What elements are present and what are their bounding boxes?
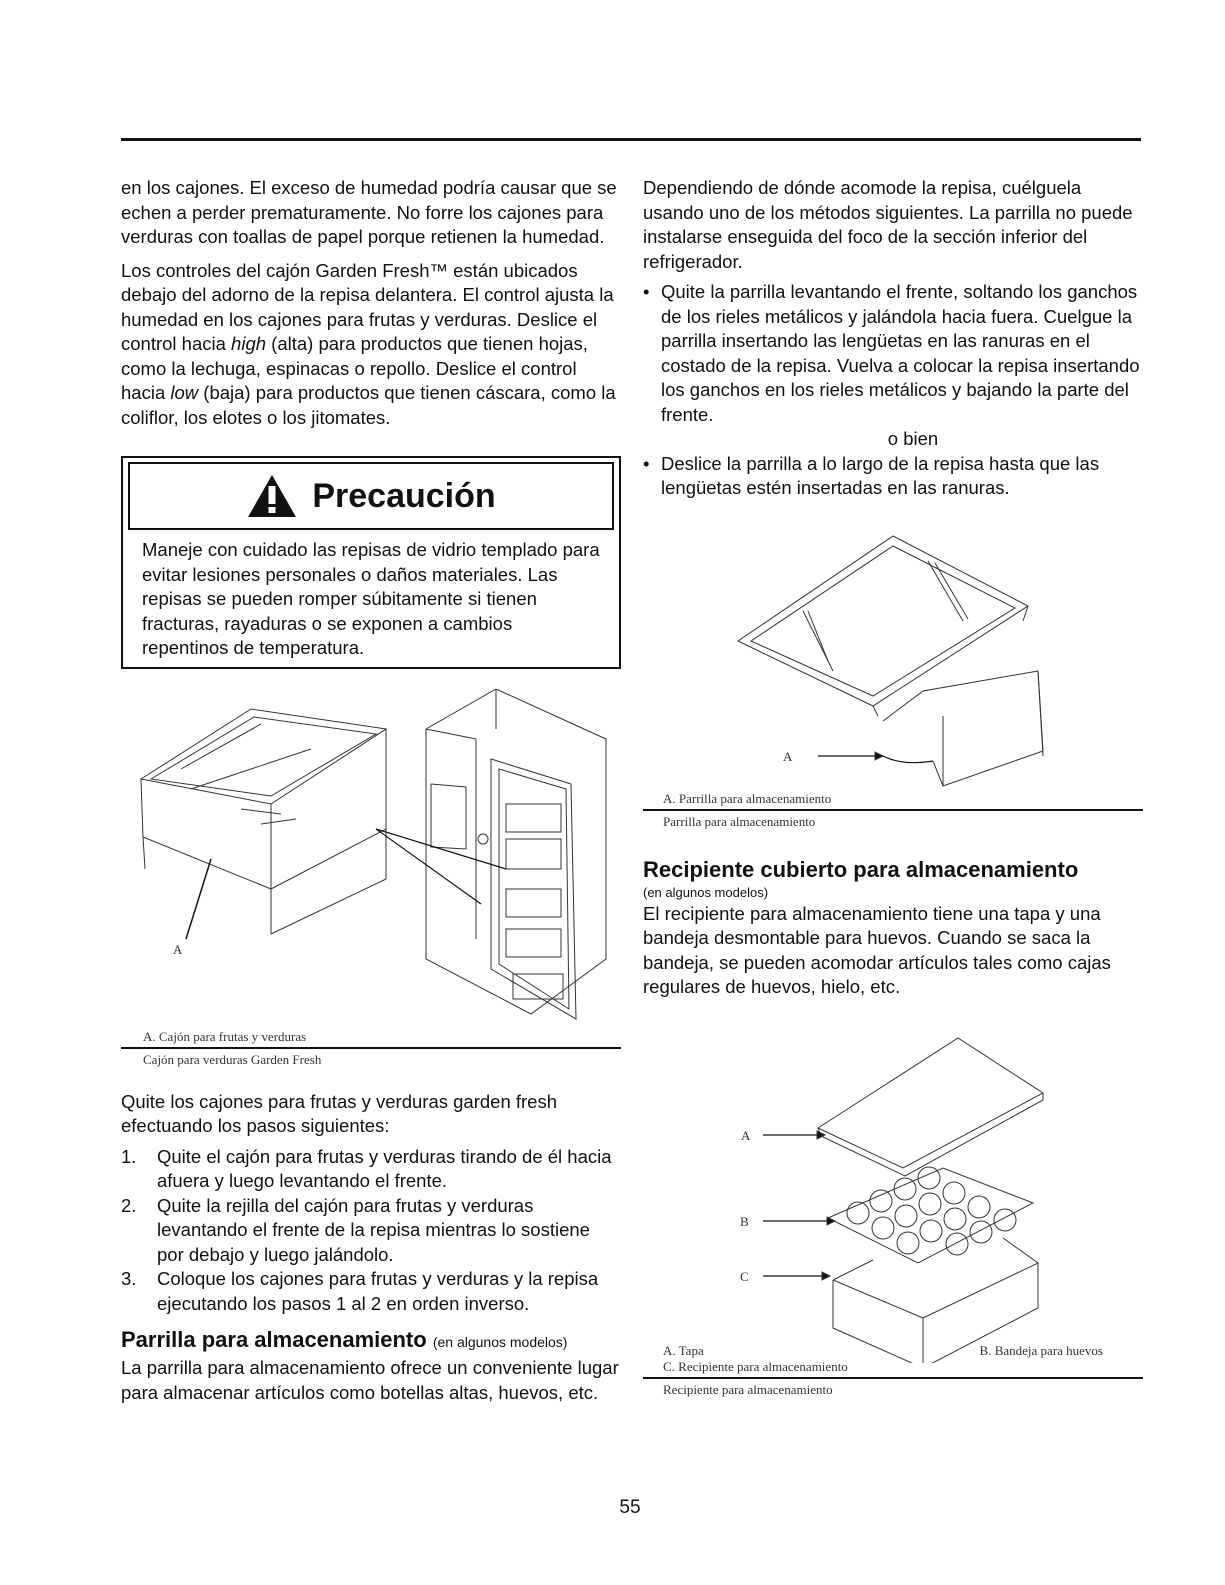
section-body-recipiente: El recipiente para almacenamiento tiene una tapa y una bandeja desmontable para huevos. Cuando se saca la bandeja, se pueden acomodar artículos tales como cajas regulares de huevos, hielo, etc. (643, 902, 1111, 997)
method-list (643, 280, 1143, 427)
bin-caption-b: B. Bandeja para huevos (979, 1342, 1103, 1358)
method-item: • Deslice la parrilla a lo largo de la repisa hasta que las lengüetas estén insertadas en las ranuras. (643, 452, 1100, 498)
removal-steps (121, 1145, 621, 1317)
right-column (643, 176, 1143, 1398)
crisper-figure (121, 689, 621, 1068)
rack-caption-item: A. Parrilla para almacenamiento (663, 790, 832, 806)
bin-label-c: C (740, 1268, 749, 1284)
section-note-recipiente: (en algunos modelos) (643, 884, 769, 900)
top-rule (121, 138, 1141, 141)
section-body-parrilla: La parrilla para almacenamiento ofrece un conveniente lugar para almacenar artículos como botellas altas, huevos, etc. (121, 1357, 619, 1403)
removal-intro: Quite los cajones para frutas y verduras garden fresh efectuando los pasos siguientes: (121, 1090, 558, 1136)
page-number: 55 (619, 1497, 641, 1518)
caution-body: Maneje con cuidado las repisas de vidrio templado para evitar lesiones personales o daños materiales. Las repisas se pueden romper súbitamente si tienen fracturas, rayaduras o se exponen a cambios repentinos de temperatura. (142, 539, 600, 658)
bin-caption-a: A. Tapa (663, 1342, 704, 1358)
warning-icon (246, 473, 298, 519)
caution-box (121, 456, 621, 669)
caption-rule (121, 1047, 621, 1049)
step-item: 2. Quite la rejilla del cajón para frutas y verduras levantando el frente de la repisa mientras lo sostiene por debajo y luego jalándolo. (121, 1194, 590, 1265)
bin-caption-c: C. Recipiente para almacenamiento (663, 1358, 848, 1374)
crisper-caption-item: A. Cajón para frutas y verduras (143, 1028, 307, 1044)
method-list-2 (643, 452, 1143, 501)
storage-rack-drawing (643, 511, 1143, 791)
rack-label-a: A (783, 748, 793, 764)
storage-bin-figure (643, 1018, 1143, 1398)
left-paragraph-2: Los controles del cajón Garden Fresh™ están ubicados debajo del adorno de la repisa delantera. El control ajusta la humedad en los cajones para frutas y verduras. Deslice el control hacia high (alta) para productos que tienen hojas, como la lechuga, espinacas o repollo. Deslice el control hacia low (baja) para productos que tienen cáscara, como la coliflor, los elotes o los jitomates. (121, 259, 616, 428)
crisper-drawing (121, 689, 621, 1029)
storage-bin-drawing (643, 1018, 1143, 1363)
caution-title: Precaución (312, 476, 496, 515)
right-paragraph-1: Dependiendo de dónde acomode la repisa, cuélguela usando uno de los métodos siguientes. La parrilla no puede instalarse enseguida del foco de la sección inferior del refrigerador. (643, 177, 1133, 272)
bin-caption-row (643, 1343, 1143, 1359)
bin-label-b: B (740, 1213, 749, 1229)
method-item: • Quite la parrilla levantando el frente, soltando los ganchos de los rieles metálicos y jalándola hacia fuera. Cuelgue la parrilla insertando las lengüetas en las ranuras en el costado de la repisa. Vuelva a colocar la repisa insertando los ganchos en los rieles metálicos y bajando la parte del frente. (643, 281, 1140, 425)
caution-header (128, 462, 614, 530)
caption-rule (643, 809, 1143, 811)
crisper-caption-title: Cajón para verduras Garden Fresh (143, 1051, 322, 1067)
caption-rule (643, 1377, 1143, 1379)
step-item: 3. Coloque los cajones para frutas y verduras y la repisa ejecutando los pasos 1 al 2 en orden inverso. (121, 1268, 599, 1314)
step-item: 1. Quite el cajón para frutas y verduras tirando de él hacia afuera y luego levantando el frente. (121, 1145, 612, 1191)
or-label: o bien (887, 428, 939, 449)
bin-label-a: A (741, 1127, 751, 1143)
rack-caption-title: Parrilla para almacenamiento (663, 813, 816, 829)
left-paragraph-1: en los cajones. El exceso de humedad podría causar que se echen a perder prematuramente. No forre los cajones para verduras con toallas de papel porque retienen la humedad. (121, 177, 617, 247)
section-title-recipiente: Recipiente cubierto para almacenamiento (643, 856, 1079, 882)
bin-caption-title: Recipiente para almacenamiento (663, 1381, 833, 1397)
section-title-parrilla: Parrilla para almacenamiento (en algunos modelos) (121, 1327, 568, 1352)
left-column (121, 176, 621, 1405)
crisper-label-a: A (173, 941, 183, 957)
storage-rack-figure (643, 511, 1143, 830)
